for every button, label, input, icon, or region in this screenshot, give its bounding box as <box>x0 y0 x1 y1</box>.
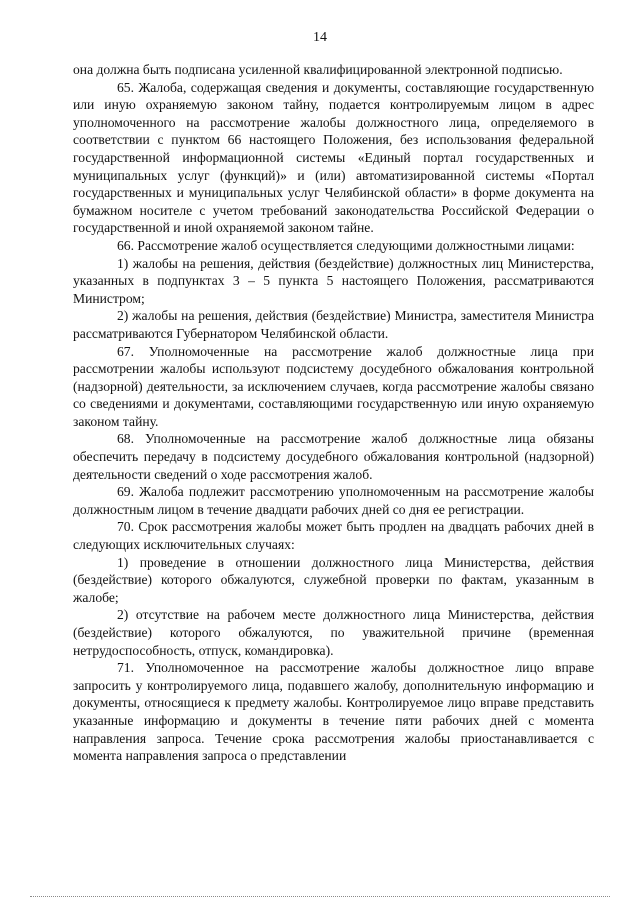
paragraph-71: 71. Уполномоченное на рассмотрение жалобы должностное лицо вправе запросить у контролируемого лица, подавшего жалобу, дополнительную информацию и документы, относящиеся к предмету жалобы. Контролируемое лицо вправе представить указанные информацию и документы в течение пяти рабочих дней с момента направления запроса. Течение срока рассмотрения жалобы приостанавливается с момента направления запроса о представлении <box>73 660 594 764</box>
page-bottom-divider <box>30 896 610 897</box>
paragraph-70-item-2: 2) отсутствие на рабочем месте должностного лица Министерства, действия (бездействие) которого обжалуются, по уважительной причине (временная нетрудоспособность, отпуск, командировка). <box>73 607 594 658</box>
paragraph-70: 70. Срок рассмотрения жалобы может быть продлен на двадцать рабочих дней в следующих исключительных случаях: <box>73 519 594 553</box>
paragraph-65: 65. Жалоба, содержащая сведения и документы, составляющие государственную или иную охраняемую законом тайну, подается контролируемым лицом в адрес уполномоченного на рассмотрение жалобы должностного лица, определяемого в соответствии с пунктом 66 настоящего Положения, без использования федеральной государственной информационной системы «Единый портал государственных и муниципальных услуг (функций)» и (или) автоматизированной системы «Портал государственных и муниципальных услуг Челябинской области» в форме документа на бумажном носителе с учетом требований законодательства Российской Федерации о государственной и иной охраняемой законом тайне. <box>73 79 594 236</box>
paragraph-68: 68. Уполномоченные на рассмотрение жалоб должностные лица обязаны обеспечить передачу в подсистему досудебного обжалования контрольной (надзорной) деятельности сведений о ходе рассмотрения жалоб. <box>73 431 594 482</box>
paragraph-69: 69. Жалоба подлежит рассмотрению уполномоченным на рассмотрение жалобы должностным лицом в течение двадцати рабочих дней со дня ее регистрации. <box>73 484 594 517</box>
paragraph-66: 66. Рассмотрение жалоб осуществляется следующими должностными лицами: <box>117 237 575 253</box>
document-body <box>73 61 594 765</box>
paragraph-continuation: она должна быть подписана усиленной квалифицированной электронной подписью. <box>73 62 563 77</box>
paragraph-70-item-1: 1) проведение в отношении должностного лица Министерства, действия (бездействие) которого обжалуются, служебной проверки по фактам, указанным в жалобе; <box>73 554 594 605</box>
paragraph-66-item-2: 2) жалобы на решения, действия (бездействие) Министра, заместителя Министра рассматриваются Губернатором Челябинской области. <box>73 308 594 341</box>
paragraph-66-item-1: 1) жалобы на решения, действия (бездействие) должностных лиц Министерства, указанных в подпунктах 3 – 5 пункта 5 настоящего Положения, рассматриваются Министром; <box>73 255 594 306</box>
page-number: 14 <box>313 30 327 45</box>
paragraph-67: 67. Уполномоченные на рассмотрение жалоб должностные лица при рассмотрении жалобы используют подсистему досудебного обжалования контрольной (надзорной) деятельности, за исключением случаев, когда рассмотрение жалобы связано со сведениями и документами, составляющими государственную или иную охраняемую законом тайну. <box>73 343 594 429</box>
